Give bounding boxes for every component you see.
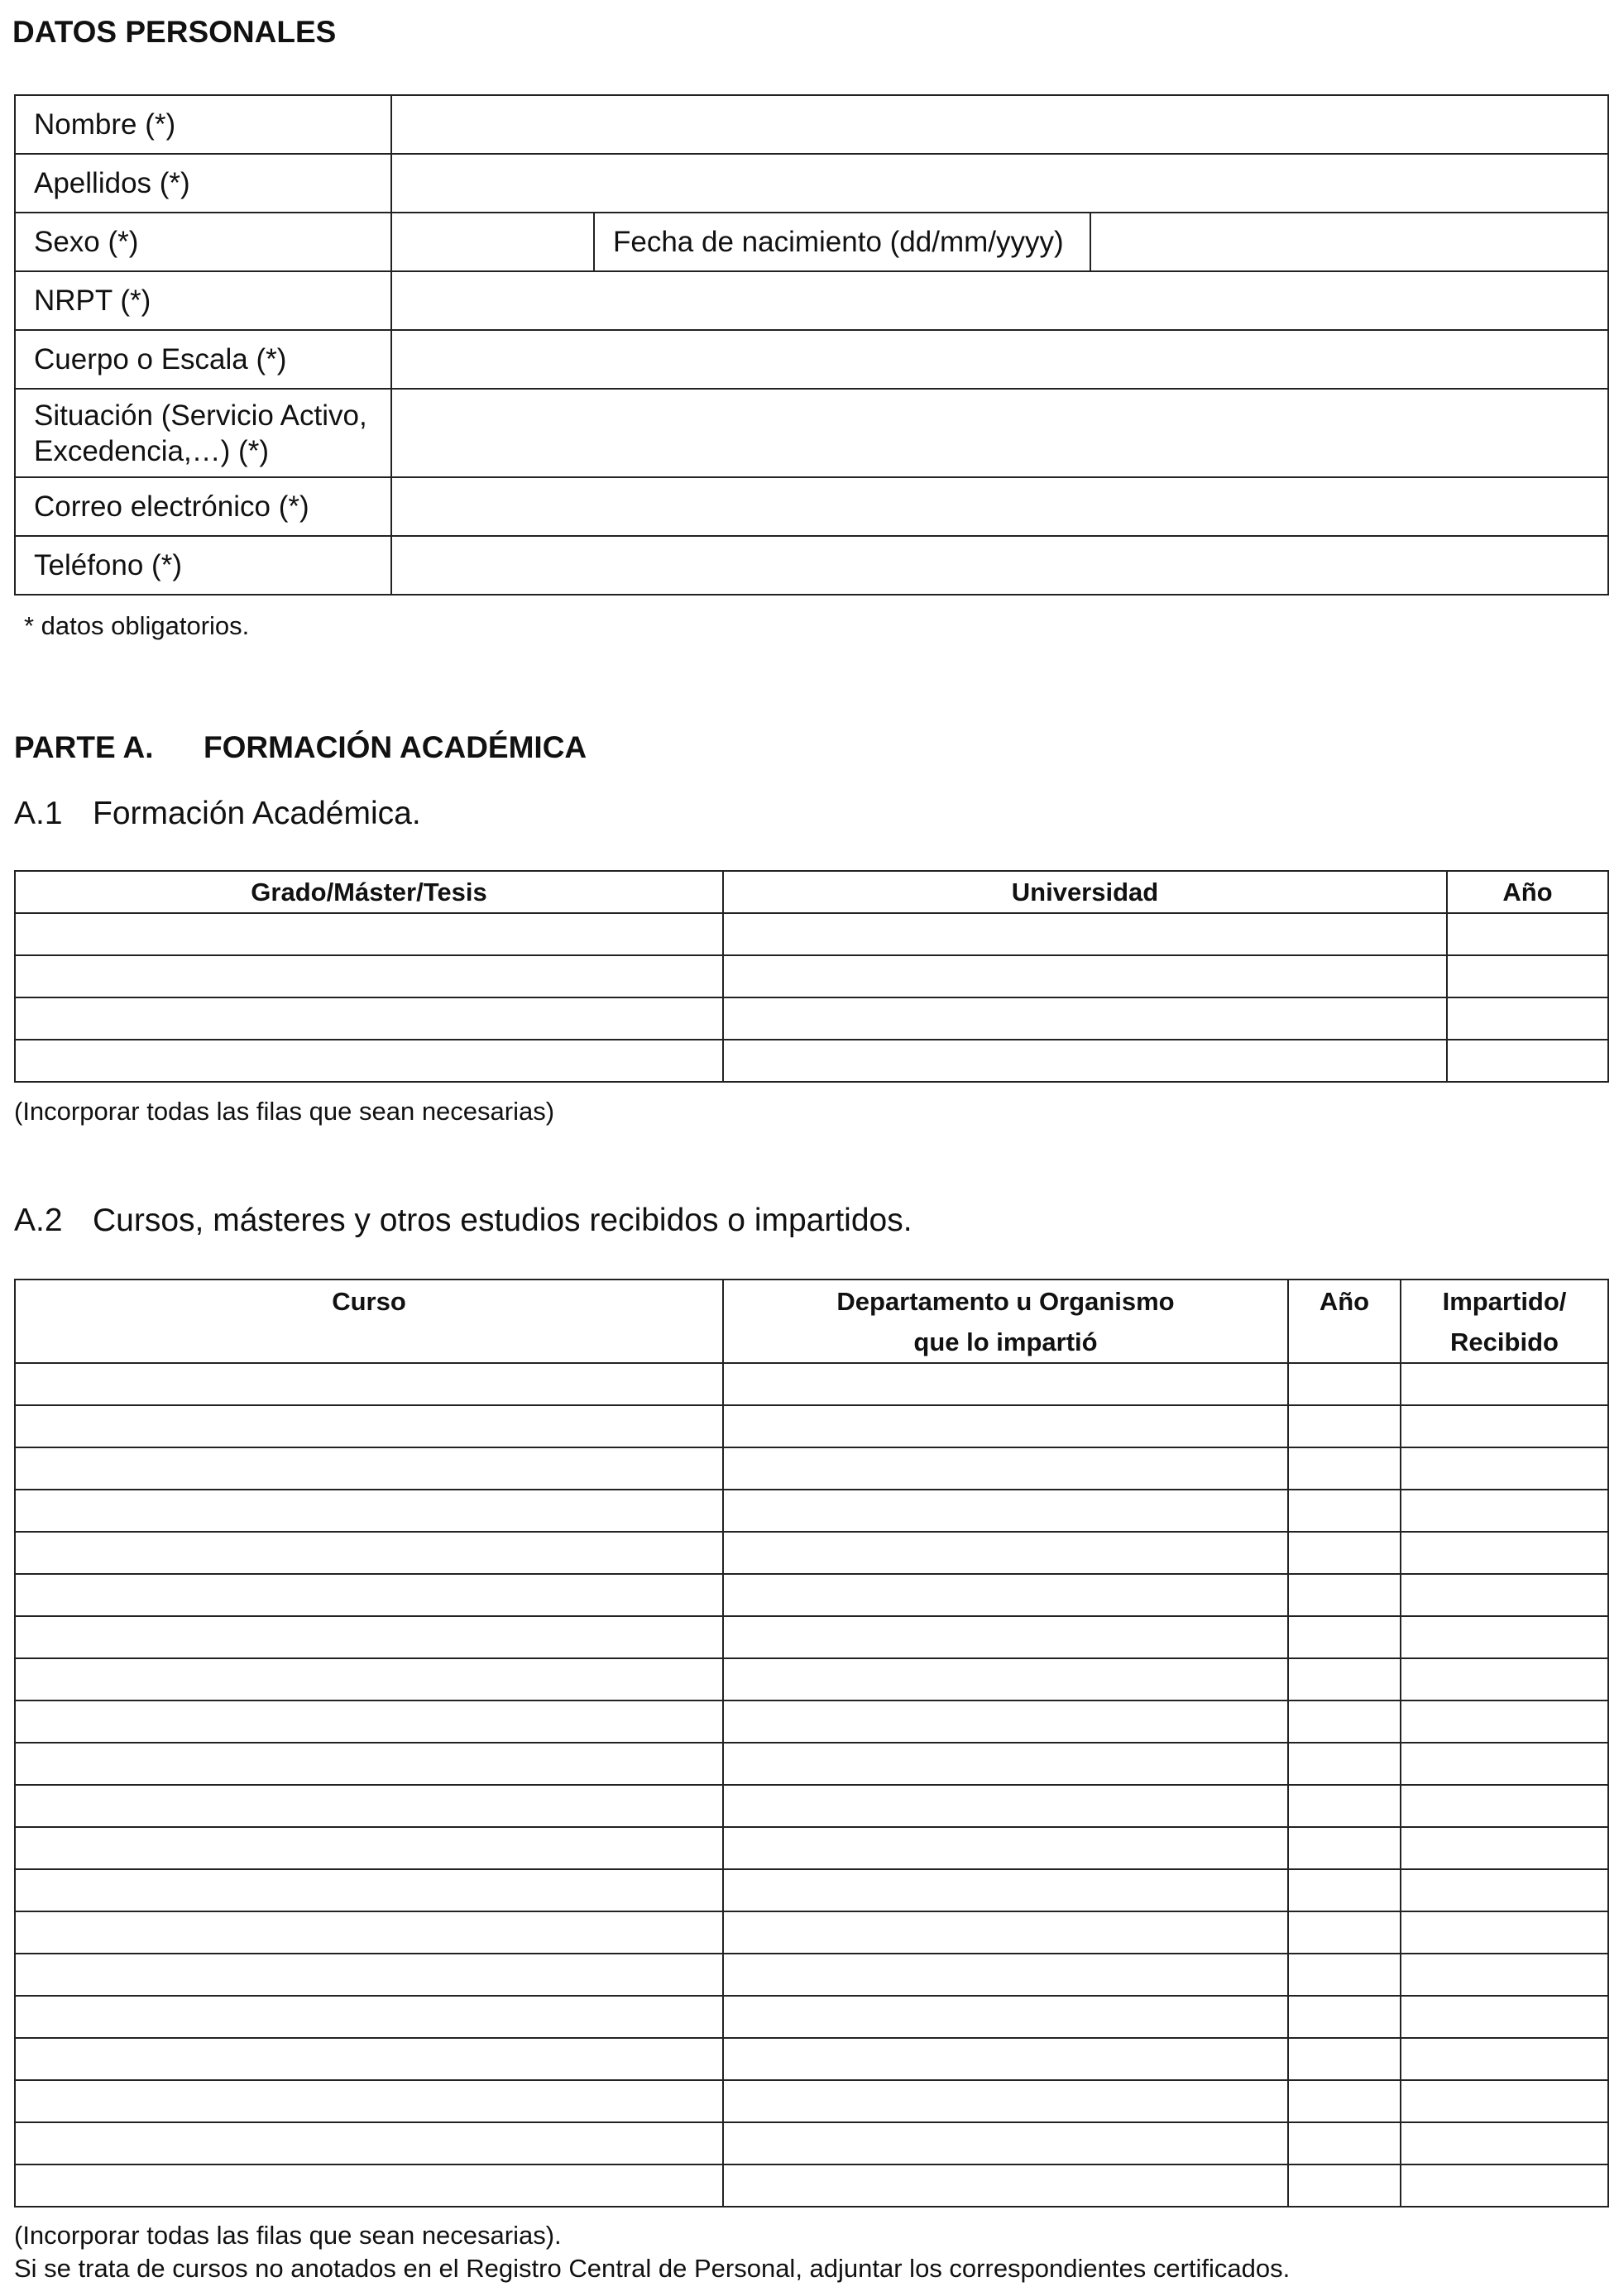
a2-cell-anio[interactable] <box>1288 1954 1401 1996</box>
table-row <box>15 1658 1608 1700</box>
telefono-label: Teléfono (*) <box>15 536 391 595</box>
a2-cell-departamento[interactable] <box>723 1616 1288 1658</box>
table-row <box>15 2164 1608 2207</box>
table-row <box>15 1785 1608 1827</box>
a2-cell-impartido[interactable] <box>1401 2080 1608 2122</box>
a2-cell-anio[interactable] <box>1288 1405 1401 1447</box>
table-row <box>15 1574 1608 1616</box>
nombre-label: Nombre (*) <box>15 95 391 154</box>
a2-cell-impartido[interactable] <box>1401 2038 1608 2080</box>
cuerpo-escala-label: Cuerpo o Escala (*) <box>15 330 391 389</box>
a2-header-curso: Curso <box>15 1280 723 1363</box>
a2-cell-departamento[interactable] <box>723 1911 1288 1954</box>
situacion-field[interactable] <box>391 389 1608 477</box>
a2-table-body <box>15 1363 1608 2207</box>
fecha-nacimiento-label: Fecha de nacimiento (dd/mm/yyyy) <box>594 213 1090 271</box>
a2-cell-anio[interactable] <box>1288 2038 1401 2080</box>
a2-cell-impartido[interactable] <box>1401 1616 1608 1658</box>
situacion-label-line2: Excedencia,…) (*) <box>34 434 269 467</box>
a2-cell-impartido[interactable] <box>1401 1911 1608 1954</box>
table-row <box>15 1405 1608 1447</box>
a2-cell-anio[interactable] <box>1288 1658 1401 1700</box>
a2-cell-anio[interactable] <box>1288 1532 1401 1574</box>
a2-cell-departamento[interactable] <box>723 2122 1288 2164</box>
correo-field[interactable] <box>391 477 1608 536</box>
parte-a-label: PARTE A. <box>14 730 154 764</box>
table-row <box>15 2080 1608 2122</box>
a2-cell-anio[interactable] <box>1288 1996 1401 2038</box>
table-row <box>15 1490 1608 1532</box>
a2-header-impartido <box>1401 1280 1608 1363</box>
a2-cell-curso[interactable] <box>15 1405 723 1447</box>
a1-title: Formación Académica. <box>93 796 421 831</box>
a2-cell-curso[interactable] <box>15 1447 723 1490</box>
a1-header-anio: Año <box>1447 871 1608 913</box>
table-row <box>15 1911 1608 1954</box>
nrpt-label: NRPT (*) <box>15 271 391 330</box>
apellidos-label: Apellidos (*) <box>15 154 391 213</box>
a2-cell-anio[interactable] <box>1288 1785 1401 1827</box>
table-row <box>15 913 1608 955</box>
a1-cell-universidad[interactable] <box>723 913 1447 955</box>
a2-cell-curso[interactable] <box>15 1363 723 1405</box>
a2-cell-curso[interactable] <box>15 1743 723 1785</box>
table-row <box>15 2038 1608 2080</box>
a1-cell-grado[interactable] <box>15 955 723 997</box>
a2-cell-departamento[interactable] <box>723 1574 1288 1616</box>
a2-cell-curso[interactable] <box>15 2164 723 2207</box>
a2-cell-curso[interactable] <box>15 2080 723 2122</box>
table-row <box>15 1700 1608 1743</box>
table-row <box>15 1996 1608 2038</box>
a2-cell-anio[interactable] <box>1288 1743 1401 1785</box>
a1-note: (Incorporar todas las filas que sean necesarias) <box>14 1097 555 1126</box>
a2-cell-curso[interactable] <box>15 2122 723 2164</box>
table-row <box>15 997 1608 1040</box>
a2-cell-curso[interactable] <box>15 1785 723 1827</box>
a2-note-2: Si se trata de cursos no anotados en el Registro Central de Personal, adjuntar los correspondientes certificados. <box>14 2254 1291 2283</box>
table-row <box>15 1954 1608 1996</box>
table-row <box>15 955 1608 997</box>
a2-cell-anio[interactable] <box>1288 1869 1401 1911</box>
personal-footnote: * datos obligatorios. <box>24 611 250 640</box>
a2-cell-anio[interactable] <box>1288 1447 1401 1490</box>
a2-cell-departamento[interactable] <box>723 2038 1288 2080</box>
a2-cell-anio[interactable] <box>1288 1827 1401 1869</box>
a2-cell-anio[interactable] <box>1288 2122 1401 2164</box>
correo-label: Correo electrónico (*) <box>15 477 391 536</box>
a2-cell-departamento[interactable] <box>723 1785 1288 1827</box>
a2-cell-departamento[interactable] <box>723 2164 1288 2207</box>
a2-cell-anio[interactable] <box>1288 1363 1401 1405</box>
a2-cell-curso[interactable] <box>15 1490 723 1532</box>
a2-cell-anio[interactable] <box>1288 1700 1401 1743</box>
table-row <box>15 1869 1608 1911</box>
a2-cell-curso[interactable] <box>15 1954 723 1996</box>
a1-cell-anio[interactable] <box>1447 955 1608 997</box>
a2-cell-curso[interactable] <box>15 2038 723 2080</box>
a2-cell-impartido[interactable] <box>1401 1490 1608 1532</box>
a2-cell-impartido[interactable] <box>1401 1658 1608 1700</box>
a1-cell-grado[interactable] <box>15 997 723 1040</box>
a2-cell-anio[interactable] <box>1288 2164 1401 2207</box>
a2-cell-departamento[interactable] <box>723 1869 1288 1911</box>
a2-cell-curso[interactable] <box>15 1827 723 1869</box>
a2-cell-departamento[interactable] <box>723 1996 1288 2038</box>
table-row <box>15 2122 1608 2164</box>
a2-cell-curso[interactable] <box>15 1869 723 1911</box>
a1-cell-universidad[interactable] <box>723 1040 1447 1082</box>
a2-cell-curso[interactable] <box>15 1911 723 1954</box>
sexo-label: Sexo (*) <box>15 213 391 271</box>
a2-cell-departamento[interactable] <box>723 1700 1288 1743</box>
personal-data-table <box>14 94 1609 596</box>
a2-cell-departamento[interactable] <box>723 1532 1288 1574</box>
a2-cell-curso[interactable] <box>15 1700 723 1743</box>
a2-cell-impartido[interactable] <box>1401 1996 1608 2038</box>
a1-header-grado: Grado/Máster/Tesis <box>15 871 723 913</box>
a2-header-impartido-line2: Recibido <box>1450 1327 1559 1356</box>
a2-title: Cursos, másteres y otros estudios recibidos o impartidos. <box>93 1203 912 1238</box>
table-row <box>15 1743 1608 1785</box>
table-row <box>15 1040 1608 1082</box>
a2-cell-curso[interactable] <box>15 1996 723 2038</box>
a2-cell-impartido[interactable] <box>1401 2122 1608 2164</box>
a2-header-departamento-line2: que lo impartió <box>913 1327 1098 1356</box>
cuerpo-escala-field[interactable] <box>391 330 1608 389</box>
a2-cell-departamento[interactable] <box>723 1827 1288 1869</box>
table-row <box>15 1616 1608 1658</box>
a2-header-departamento <box>723 1280 1288 1363</box>
situacion-label-line1: Situación (Servicio Activo, <box>34 399 367 432</box>
a2-cell-impartido[interactable] <box>1401 1700 1608 1743</box>
a2-cell-impartido[interactable] <box>1401 1363 1608 1405</box>
a2-number: A.2 <box>14 1203 63 1238</box>
a2-note-1: (Incorporar todas las filas que sean necesarias). <box>14 2221 562 2250</box>
parte-a-title: FORMACIÓN ACADÉMICA <box>204 730 587 764</box>
a1-table <box>14 870 1609 1083</box>
nrpt-field[interactable] <box>391 271 1608 330</box>
a2-header-impartido-line1: Impartido/ <box>1442 1287 1567 1316</box>
a1-header-universidad: Universidad <box>723 871 1447 913</box>
table-row <box>15 1363 1608 1405</box>
a1-cell-universidad[interactable] <box>723 997 1447 1040</box>
a2-cell-departamento[interactable] <box>723 1405 1288 1447</box>
a1-cell-grado[interactable] <box>15 1040 723 1082</box>
a2-cell-anio[interactable] <box>1288 1616 1401 1658</box>
situacion-label <box>15 389 391 477</box>
a2-cell-impartido[interactable] <box>1401 1954 1608 1996</box>
a2-cell-anio[interactable] <box>1288 2080 1401 2122</box>
a2-cell-curso[interactable] <box>15 1616 723 1658</box>
table-row <box>15 1447 1608 1490</box>
a2-cell-impartido[interactable] <box>1401 1785 1608 1827</box>
a2-cell-impartido[interactable] <box>1401 1574 1608 1616</box>
apellidos-field[interactable] <box>391 154 1608 213</box>
nombre-field[interactable] <box>391 95 1608 154</box>
a2-cell-impartido[interactable] <box>1401 1405 1608 1447</box>
a2-cell-departamento[interactable] <box>723 1743 1288 1785</box>
a2-cell-curso[interactable] <box>15 1532 723 1574</box>
table-row <box>15 1827 1608 1869</box>
a2-cell-impartido[interactable] <box>1401 1447 1608 1490</box>
a1-cell-universidad[interactable] <box>723 955 1447 997</box>
a2-header-anio: Año <box>1288 1280 1401 1363</box>
a2-cell-impartido[interactable] <box>1401 2164 1608 2207</box>
a2-cell-anio[interactable] <box>1288 1911 1401 1954</box>
a2-cell-anio[interactable] <box>1288 1574 1401 1616</box>
a2-cell-impartido[interactable] <box>1401 1532 1608 1574</box>
a2-cell-curso[interactable] <box>15 1574 723 1616</box>
a2-cell-departamento[interactable] <box>723 1363 1288 1405</box>
a1-cell-grado[interactable] <box>15 913 723 955</box>
telefono-field[interactable] <box>391 536 1608 595</box>
a2-cell-impartido[interactable] <box>1401 1743 1608 1785</box>
a2-cell-departamento[interactable] <box>723 1658 1288 1700</box>
a2-cell-departamento[interactable] <box>723 1447 1288 1490</box>
a2-cell-departamento[interactable] <box>723 2080 1288 2122</box>
sexo-field[interactable] <box>391 213 594 271</box>
a2-cell-impartido[interactable] <box>1401 1827 1608 1869</box>
a2-cell-impartido[interactable] <box>1401 1869 1608 1911</box>
a1-cell-anio[interactable] <box>1447 997 1608 1040</box>
a2-header-departamento-line1: Departamento u Organismo <box>836 1287 1175 1316</box>
a2-cell-anio[interactable] <box>1288 1490 1401 1532</box>
fecha-nacimiento-field[interactable] <box>1090 213 1608 271</box>
a2-cell-departamento[interactable] <box>723 1490 1288 1532</box>
a1-cell-anio[interactable] <box>1447 1040 1608 1082</box>
a1-number: A.1 <box>14 796 63 831</box>
a2-table <box>14 1279 1609 2208</box>
personal-title: DATOS PERSONALES <box>12 15 337 49</box>
a2-cell-departamento[interactable] <box>723 1954 1288 1996</box>
a2-cell-curso[interactable] <box>15 1658 723 1700</box>
table-row <box>15 1532 1608 1574</box>
a1-cell-anio[interactable] <box>1447 913 1608 955</box>
